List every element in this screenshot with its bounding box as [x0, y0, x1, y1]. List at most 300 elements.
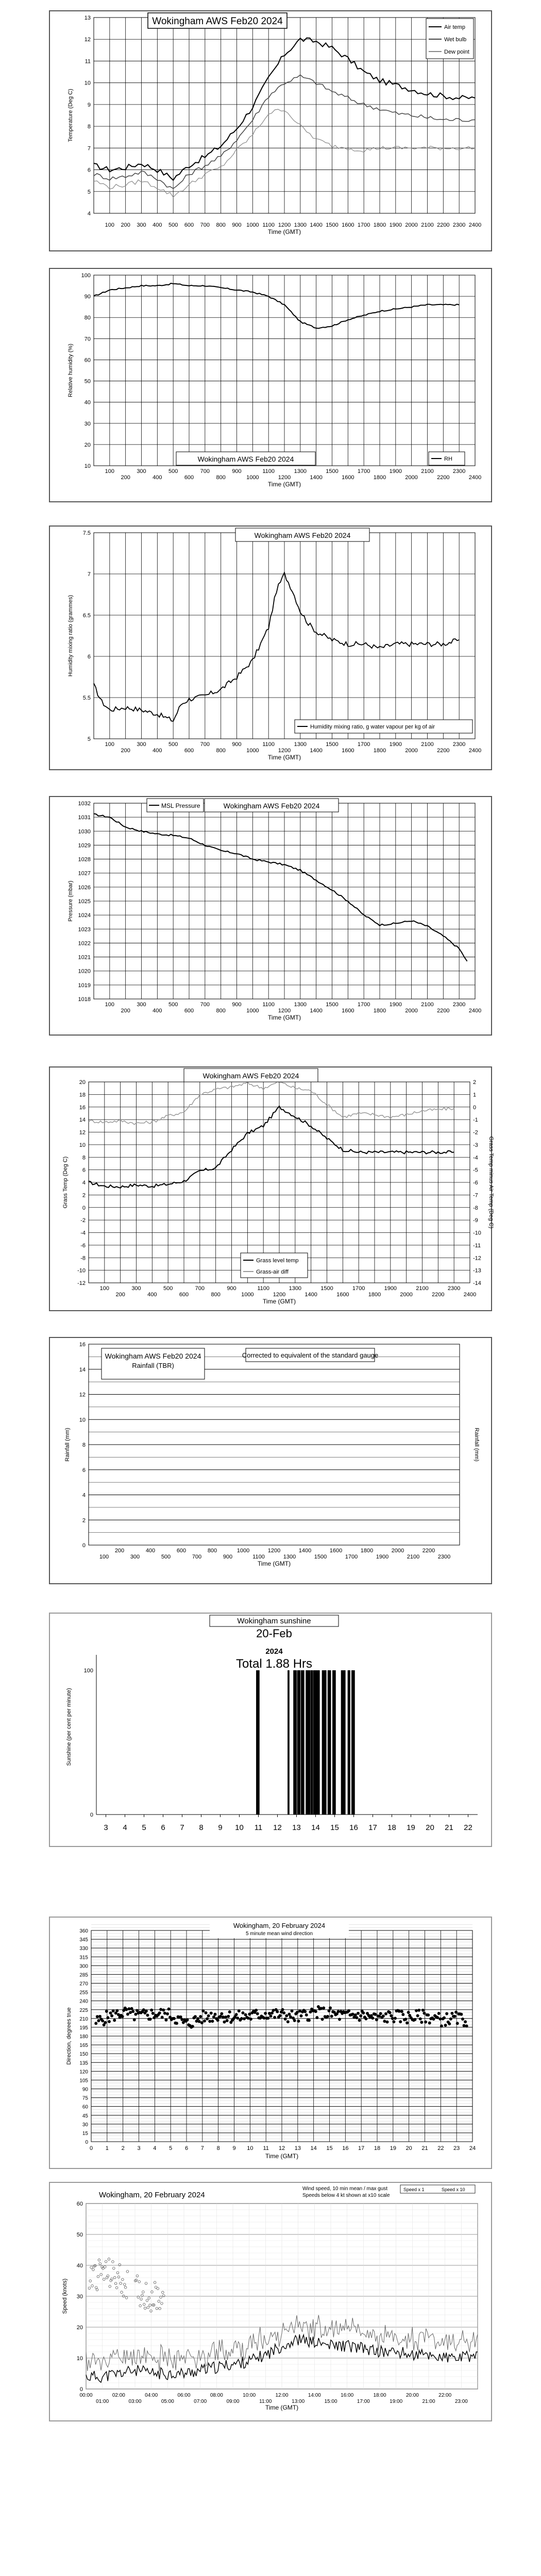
x-tick-label: 1200: [278, 474, 291, 481]
y2-tick-label: -5: [473, 1167, 478, 1174]
direction-point: [206, 2018, 209, 2021]
x-tick-label: 23:00: [454, 2399, 468, 2404]
x-tick-label: 1300: [283, 1554, 296, 1560]
x-tick-label: 500: [168, 741, 178, 748]
x-tick-label: 500: [168, 1002, 178, 1008]
mixing-ratio-chart: [49, 526, 492, 770]
y-tick-label: 105: [79, 2078, 88, 2084]
y-tick-label: 16: [79, 1104, 86, 1111]
y-tick-label: 345: [79, 1937, 88, 1943]
x-tick-label: 1600: [342, 474, 354, 481]
direction-point: [238, 2009, 241, 2012]
x-tick-label: 400: [153, 1008, 162, 1014]
direction-point: [210, 2012, 213, 2015]
direction-point: [355, 2016, 358, 2019]
direction-point: [449, 2018, 452, 2021]
direction-point: [416, 2014, 419, 2017]
direction-point: [374, 2013, 377, 2016]
x-tick-label: 700: [200, 1002, 210, 1008]
direction-point: [105, 2010, 108, 2013]
direction-point: [212, 2015, 215, 2019]
direction-point: [460, 2013, 463, 2016]
x-tick-label: 200: [121, 748, 130, 754]
direction-point: [249, 2018, 252, 2021]
y2-tick-label: -14: [473, 1280, 481, 1286]
direction-point: [437, 2012, 441, 2015]
x-tick-label: 1300: [289, 1285, 302, 1292]
x-tick-label: 9: [218, 1823, 223, 1832]
x-tick-label: 04:00: [145, 2393, 158, 2398]
direction-point: [351, 2013, 354, 2016]
y-tick-label: 90: [82, 2087, 88, 2093]
x-tick-label: 300: [137, 468, 146, 474]
x-tick-label: 1800: [373, 1008, 386, 1014]
x-tick-label: 900: [232, 1002, 242, 1008]
x-tick-label: 1500: [320, 1285, 333, 1292]
x-tick-label: 21:00: [422, 2399, 435, 2404]
direction-point: [109, 2011, 112, 2014]
direction-point: [194, 2015, 197, 2018]
chart-title: Wokingham AWS Feb20 2024: [105, 1352, 201, 1360]
legend-label: Air temp: [444, 24, 465, 30]
chart-title: Wokingham AWS Feb20 2024: [223, 802, 320, 810]
direction-point: [362, 2011, 365, 2014]
x-tick-label: 1800: [368, 1292, 381, 1298]
chart-title: Wokingham, 20 February 2024: [233, 1922, 326, 1929]
pressure-chart: [49, 796, 492, 1036]
x-tick-label: 16: [349, 1823, 358, 1832]
y-axis-label: Grass Temp (Deg C): [62, 1156, 69, 1209]
y-tick-label: 0: [90, 1812, 93, 1818]
x-tick-label: 07:00: [194, 2399, 207, 2404]
y-tick-label: 80: [84, 315, 91, 321]
direction-point: [117, 2013, 120, 2016]
x-tick-label: 400: [153, 474, 162, 481]
direction-point: [149, 2018, 152, 2021]
y-tick-label: 4: [82, 1180, 86, 1186]
y-tick-label: 11: [84, 58, 91, 65]
direction-point: [110, 2014, 113, 2018]
x-tick-label: 700: [200, 468, 210, 474]
x-tick-label: 300: [137, 741, 146, 748]
y-tick-label: 1028: [78, 856, 91, 863]
x-tick-label: 1200: [278, 748, 291, 754]
y-tick-label: 1027: [78, 870, 91, 877]
x-tick-label: 19: [390, 2145, 396, 2151]
direction-point: [303, 2010, 307, 2013]
y-tick-label: 255: [79, 1990, 88, 1996]
x-tick-label: 1600: [342, 748, 354, 754]
direction-point: [219, 2015, 222, 2018]
rainfall-chart: [49, 1337, 492, 1584]
grass-temp-chart-svg: [50, 1067, 494, 1310]
y-tick-label: 14: [79, 1117, 86, 1124]
chart-title: Wokingham AWS Feb20 2024: [197, 455, 294, 463]
direction-point: [297, 2020, 300, 2023]
direction-point: [224, 2015, 227, 2019]
direction-point: [359, 2014, 362, 2018]
y-tick-label: 90: [84, 294, 91, 300]
y2-axis-label: Grass Temp minus Air Temp (Deg C): [488, 1136, 494, 1229]
y-tick-label: 100: [83, 1668, 93, 1674]
x-tick-label: 2200: [437, 748, 450, 754]
direction-point: [398, 2010, 401, 2013]
y2-tick-label: -2: [473, 1129, 478, 1136]
y2-tick-label: -11: [473, 1242, 481, 1249]
y2-tick-label: 0: [473, 1104, 477, 1111]
x-tick-label: 7: [200, 2145, 204, 2151]
y-tick-label: 150: [79, 2052, 88, 2058]
direction-point: [357, 2012, 360, 2015]
x-tick-label: 2200: [437, 474, 450, 481]
y-tick-label: 6: [87, 654, 91, 660]
direction-point: [388, 2011, 392, 2014]
x-tick-label: 11: [254, 1823, 263, 1832]
x-tick-label: 2400: [463, 1292, 477, 1298]
direction-point: [358, 2019, 361, 2022]
grass-temp-chart: [49, 1066, 492, 1311]
direction-point: [255, 2009, 258, 2012]
direction-point: [308, 2019, 311, 2022]
x-tick-label: 1000: [241, 1292, 254, 1298]
y-tick-label: 6.5: [82, 613, 91, 619]
x-tick-label: 2400: [468, 748, 482, 754]
x-tick-label: 2300: [447, 1285, 461, 1292]
direction-point: [220, 2012, 223, 2015]
x-tick-label: 600: [184, 474, 194, 481]
y-tick-label: 1030: [78, 828, 91, 835]
x-tick-label: 20: [426, 1823, 434, 1832]
x-tick-label: 13: [294, 2145, 301, 2151]
x-tick-label: 1900: [384, 1285, 397, 1292]
x-tick-label: 11:00: [259, 2399, 272, 2404]
direction-point: [98, 2015, 102, 2018]
direction-point: [96, 2015, 99, 2018]
y-tick-label: 1031: [78, 815, 91, 821]
x-tick-label: 5: [169, 2145, 173, 2151]
direction-point: [240, 2017, 243, 2020]
direction-point: [236, 2016, 239, 2020]
x-tick-label: 2000: [391, 1548, 404, 1554]
y-tick-label: 40: [76, 2263, 83, 2269]
direction-point: [97, 2019, 100, 2022]
y-axis-label: Sunshine (per cent per minute): [66, 1688, 72, 1766]
x-tick-label: 20:00: [405, 2393, 419, 2398]
x-tick-label: 2100: [421, 741, 434, 748]
y-tick-label: 1024: [78, 912, 91, 919]
direction-point: [241, 2011, 244, 2014]
y2-tick-label: -10: [473, 1230, 481, 1236]
x-tick-label: 200: [114, 1548, 125, 1554]
direction-point: [289, 2015, 292, 2019]
chart-title: Wokingham AWS Feb20 2024: [254, 531, 351, 539]
chart-title: Wokingham sunshine: [237, 1617, 311, 1625]
direction-point: [207, 2014, 210, 2018]
y-tick-label: 8: [82, 1155, 86, 1161]
y2-tick-label: -12: [473, 1255, 481, 1262]
y-tick-label: 4: [82, 1492, 86, 1499]
direction-point: [133, 2018, 136, 2021]
x-tick-label: 200: [121, 474, 130, 481]
direction-point: [175, 2022, 178, 2025]
relative-humidity-chart-svg: [50, 269, 491, 501]
direction-point: [284, 2018, 287, 2021]
direction-point: [146, 2013, 149, 2016]
wind-speed-chart: [49, 2182, 492, 2421]
x-tick-label: 1600: [342, 1008, 354, 1014]
x-tick-label: 800: [216, 222, 226, 228]
direction-point: [354, 2013, 357, 2016]
x-tick-label: 10: [247, 2145, 253, 2151]
direction-point: [115, 2009, 119, 2012]
direction-point: [127, 2007, 130, 2010]
direction-point: [347, 2009, 350, 2012]
x-tick-label: 1900: [389, 222, 402, 228]
direction-point: [226, 2019, 229, 2022]
direction-point: [205, 2011, 208, 2014]
x-tick-label: 20: [405, 2145, 412, 2151]
x-tick-label: 600: [184, 1008, 194, 1014]
direction-point: [300, 2014, 303, 2018]
direction-point: [227, 2015, 230, 2018]
direction-point: [282, 2011, 285, 2014]
direction-point: [131, 2010, 134, 2013]
x-tick-label: 1800: [373, 222, 386, 228]
direction-point: [413, 2018, 416, 2021]
direction-point: [285, 2014, 288, 2018]
direction-point: [161, 2016, 164, 2019]
direction-point: [330, 2015, 333, 2018]
direction-point: [427, 2013, 430, 2016]
direction-point: [223, 2021, 226, 2024]
direction-point: [327, 2009, 330, 2012]
direction-point: [273, 2016, 276, 2019]
direction-point: [94, 2022, 97, 2025]
direction-point: [421, 2009, 425, 2012]
x-tick-label: 1600: [329, 1548, 343, 1554]
direction-point: [211, 2020, 214, 2023]
direction-point: [208, 2020, 211, 2023]
x-tick-label: 1900: [389, 1002, 402, 1008]
x-tick-label: 21: [445, 1823, 453, 1832]
y-tick-label: 12: [84, 37, 91, 43]
x-tick-label: 1400: [305, 1292, 317, 1298]
rainfall-chart-svg: [50, 1338, 491, 1583]
y-tick-label: 20: [84, 442, 91, 448]
y-tick-label: 8: [82, 1442, 86, 1448]
direction-point: [288, 2013, 291, 2016]
y-tick-label: 60: [84, 357, 91, 364]
x-axis-label: Time (GMT): [265, 2404, 299, 2411]
y2-axis-label: Rainfall (mm): [474, 1428, 480, 1462]
y2-tick-label: 1: [473, 1092, 477, 1098]
y-tick-label: 165: [79, 2043, 88, 2049]
direction-point: [400, 2010, 403, 2013]
x-tick-label: 1600: [342, 222, 354, 228]
y-tick-label: 50: [84, 378, 91, 385]
y-tick-label: 1021: [78, 954, 91, 961]
direction-point: [269, 2014, 272, 2018]
legend-label: Humidity mixing ratio, g water vapour per kg of air: [310, 724, 435, 730]
x-tick-label: 100: [99, 1554, 109, 1560]
x-tick-label: 14: [310, 2145, 317, 2151]
direction-point: [419, 2018, 422, 2021]
x-tick-label: 19: [407, 1823, 415, 1832]
direction-point: [384, 2012, 387, 2015]
y-tick-label: 10: [84, 463, 91, 469]
y-tick-label: 16: [79, 1342, 86, 1348]
direction-point: [263, 2016, 266, 2020]
x-tick-label: 900: [223, 1554, 233, 1560]
y-tick-label: 70: [84, 336, 91, 343]
x-tick-label: 15: [326, 2145, 333, 2151]
y-tick-label: 13: [84, 15, 91, 21]
direction-point: [164, 2019, 167, 2022]
x-tick-label: 800: [207, 1548, 217, 1554]
x-tick-label: 100: [105, 741, 115, 748]
x-tick-label: 1400: [310, 748, 323, 754]
y-tick-label: 14: [79, 1366, 86, 1373]
x-tick-label: 1800: [360, 1548, 374, 1554]
x-tick-label: 08:00: [210, 2393, 223, 2398]
x-tick-label: 5: [142, 1823, 146, 1832]
x-tick-label: 8: [199, 1823, 204, 1832]
direction-point: [130, 2007, 133, 2010]
x-tick-label: 300: [130, 1554, 140, 1560]
y-tick-label: 9: [87, 101, 91, 108]
direction-point: [407, 2011, 410, 2014]
x-tick-label: 900: [232, 222, 242, 228]
x-tick-label: 1400: [310, 222, 323, 228]
direction-point: [329, 2006, 332, 2009]
legend-label: Wet bulb: [444, 37, 467, 43]
direction-point: [198, 2020, 201, 2023]
y-axis-label: Speed (knots): [62, 2278, 68, 2314]
x-tick-label: 17:00: [357, 2399, 370, 2404]
x-tick-label: 1400: [298, 1548, 312, 1554]
x-tick-label: 19:00: [390, 2399, 403, 2404]
x-tick-label: 2000: [405, 1008, 418, 1014]
x-tick-label: 1400: [310, 474, 323, 481]
direction-point: [420, 2021, 423, 2024]
direction-point: [379, 2012, 382, 2015]
direction-point: [390, 2014, 393, 2018]
x-tick-label: 2400: [468, 474, 482, 481]
direction-point: [445, 2012, 448, 2015]
x-tick-label: 1000: [246, 1008, 259, 1014]
x-tick-label: 01:00: [96, 2399, 109, 2404]
x-tick-label: 1000: [236, 1548, 250, 1554]
y-tick-label: 120: [79, 2069, 88, 2075]
x-tick-label: 2300: [452, 741, 466, 748]
legend-label: Speed x 1: [403, 2187, 425, 2192]
y-tick-label: 2: [82, 1192, 86, 1199]
x-axis-label: Time (GMT): [267, 481, 301, 488]
x-tick-label: 600: [179, 1292, 189, 1298]
x-tick-label: 18: [374, 2145, 381, 2151]
x-tick-label: 1700: [357, 741, 370, 748]
x-tick-label: 1800: [373, 748, 386, 754]
x-tick-label: 6: [184, 2145, 189, 2151]
direction-point: [422, 2012, 426, 2015]
x-tick-label: 2200: [432, 1292, 445, 1298]
y-tick-label: 1029: [78, 842, 91, 849]
direction-point: [314, 2010, 317, 2013]
x-tick-label: 17: [368, 1823, 377, 1832]
y-tick-label: 30: [84, 420, 91, 427]
direction-point: [112, 2009, 115, 2012]
direction-point: [364, 2018, 367, 2021]
direction-point: [159, 2008, 162, 2011]
x-tick-label: 1200: [273, 1292, 286, 1298]
y-tick-label: 1032: [78, 801, 91, 807]
y-tick-label: 0: [82, 1205, 86, 1211]
x-axis-label: Time (GMT): [267, 1014, 301, 1021]
direction-point: [450, 2012, 453, 2015]
x-tick-label: 00:00: [79, 2393, 93, 2398]
direction-point: [453, 2015, 457, 2018]
y-axis-label: Direction, degrees true: [66, 2007, 72, 2065]
x-tick-label: 1000: [246, 474, 259, 481]
direction-point: [392, 2020, 395, 2023]
y-tick-label: 240: [79, 1998, 88, 2005]
x-tick-label: 2100: [421, 222, 434, 228]
y-tick-label: 1020: [78, 968, 91, 975]
x-tick-label: 400: [153, 748, 162, 754]
x-tick-label: 1900: [376, 1554, 389, 1560]
direction-point: [256, 2012, 259, 2015]
y-tick-label: 5: [87, 189, 91, 195]
y-axis-label: Relative humidity (%): [67, 344, 74, 397]
y-tick-label: 270: [79, 1981, 88, 1987]
x-tick-label: 2000: [400, 1292, 413, 1298]
direction-point: [281, 2008, 284, 2011]
x-tick-label: 1300: [294, 222, 307, 228]
direction-point: [438, 2018, 442, 2021]
direction-point: [216, 2019, 219, 2022]
x-tick-label: 2000: [405, 748, 418, 754]
chart-title: Wokingham, 20 February 2024: [99, 2191, 205, 2199]
x-axis-label: Time (GMT): [265, 2153, 299, 2160]
y2-tick-label: -3: [473, 1142, 478, 1148]
x-tick-label: 10: [235, 1823, 244, 1832]
direction-point: [200, 2021, 204, 2024]
x-tick-label: 100: [99, 1285, 110, 1292]
direction-point: [394, 2016, 397, 2020]
x-tick-label: 600: [184, 222, 194, 228]
direction-point: [415, 2009, 418, 2012]
x-tick-label: 2000: [405, 474, 418, 481]
chart-note-1: Wind speed, 10 min mean / max gust: [302, 2186, 388, 2192]
y-tick-label: -2: [80, 1217, 86, 1224]
y-tick-label: 7.5: [82, 530, 91, 536]
y2-tick-label: -6: [473, 1180, 478, 1186]
y-axis-label: Rainfall (mm): [64, 1428, 71, 1462]
x-tick-label: 1100: [252, 1554, 265, 1560]
direction-point: [291, 2009, 294, 2012]
y-tick-label: 135: [79, 2060, 88, 2066]
direction-point: [448, 2022, 451, 2025]
sunshine-chart: [49, 1613, 492, 1847]
x-tick-label: 1700: [357, 1002, 370, 1008]
direction-point: [243, 2017, 246, 2020]
y-tick-label: 0: [85, 2140, 88, 2145]
x-tick-label: 200: [121, 1008, 130, 1014]
wind-direction-chart-svg: [50, 1918, 491, 2168]
x-tick-label: 1100: [262, 741, 275, 748]
x-tick-label: 2300: [452, 1002, 466, 1008]
x-tick-label: 6: [161, 1823, 165, 1832]
